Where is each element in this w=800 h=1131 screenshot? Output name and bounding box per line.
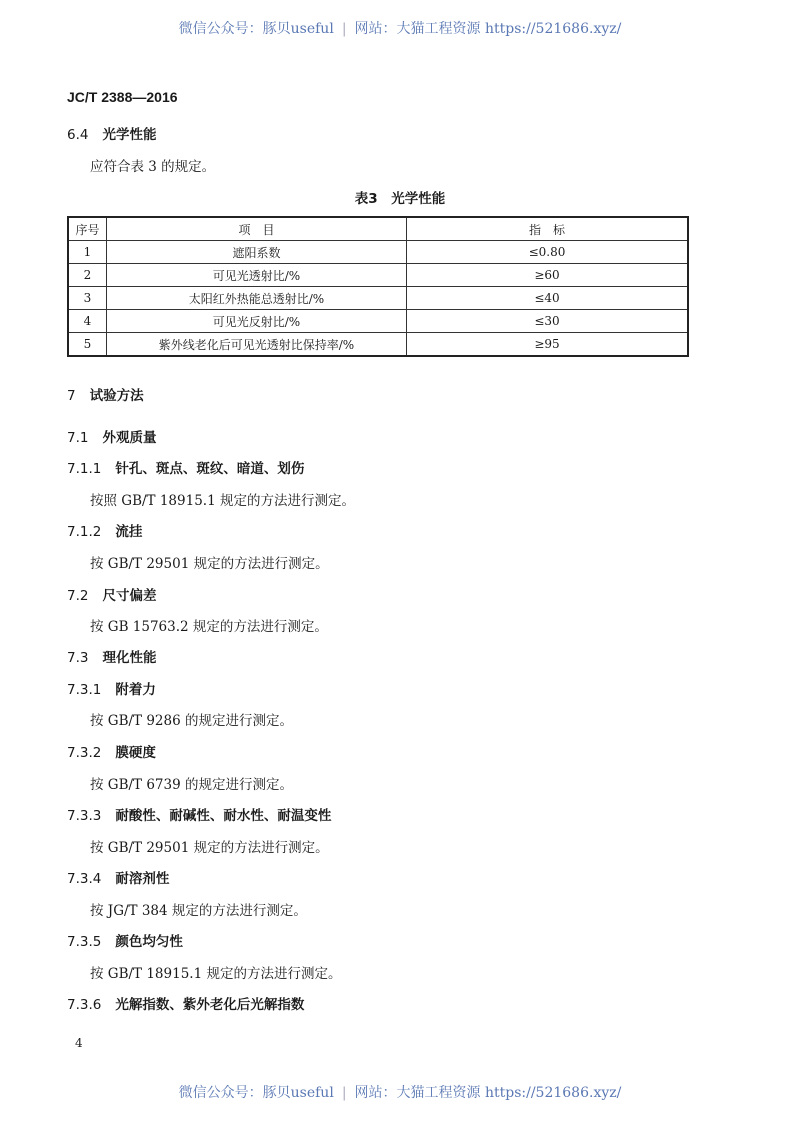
section-heading — [67, 426, 156, 446]
standard-number: JC/T 2388—2016 — [67, 89, 178, 105]
table-cell: 可见光透射比/% — [107, 264, 407, 287]
section-text: 按照 GB/T 18915.1 规定的方法进行测定。 — [90, 493, 355, 509]
section-number: 7.1 — [67, 430, 89, 446]
table-row — [68, 310, 688, 333]
section-heading — [67, 804, 331, 824]
section-number: 7.3.6 — [67, 997, 102, 1013]
section-heading — [67, 384, 144, 404]
table-cell: 2 — [68, 264, 107, 287]
table-cell: ≤30 — [407, 310, 689, 333]
section-heading — [67, 520, 142, 540]
section-title: 尺寸偏差 — [102, 588, 157, 604]
table-title: 表3 光学性能 — [354, 191, 446, 207]
table-cell: 太阳红外热能总透射比/% — [107, 287, 407, 310]
section-number: 7 — [67, 388, 76, 404]
section-heading — [67, 867, 169, 887]
watermark-bottom — [0, 1082, 800, 1102]
section-number: 7.3.1 — [67, 682, 102, 698]
section-title: 外观质量 — [102, 430, 157, 446]
header-cell: 项 目 — [107, 217, 407, 241]
section-text: 按 GB/T 9286 的规定进行测定。 — [90, 713, 293, 729]
watermark-top — [0, 18, 800, 38]
section-title: 光解指数、紫外老化后光解指数 — [115, 997, 305, 1013]
section-text: 按 GB 15763.2 规定的方法进行测定。 — [90, 619, 328, 635]
watermark-wechat: 微信公众号：豚贝useful — [178, 21, 334, 37]
table-cell: ≤0.80 — [407, 241, 689, 264]
section-title: 针孔、斑点、斑纹、暗道、划伤 — [115, 461, 305, 477]
section-title: 理化性能 — [102, 650, 157, 666]
header-cell: 序号 — [68, 217, 107, 241]
table-cell: 1 — [68, 241, 107, 264]
watermark-website[interactable]: 网站：大猫工程资源 https://521686.xyz/ — [354, 1085, 622, 1101]
section-number: 7.1.1 — [67, 461, 102, 477]
watermark-website[interactable]: 网站：大猫工程资源 https://521686.xyz/ — [354, 21, 622, 37]
section-heading: 6.4 光学性能 — [67, 127, 157, 143]
section-number: 7.3 — [67, 650, 89, 666]
section-title: 附着力 — [115, 682, 156, 698]
section-number: 7.3.5 — [67, 934, 102, 950]
table-cell: 4 — [68, 310, 107, 333]
section-heading — [67, 930, 183, 950]
section-title: 耐溶剂性 — [115, 871, 170, 887]
table-header-row — [68, 217, 688, 241]
section-title: 颜色均匀性 — [115, 934, 183, 950]
table-cell: 遮阳系数 — [107, 241, 407, 264]
section-text: 按 GB/T 18915.1 规定的方法进行测定。 — [90, 966, 342, 982]
table-cell: 紫外线老化后可见光透射比保持率/% — [107, 333, 407, 357]
section-number: 7.3.4 — [67, 871, 102, 887]
section-number: 7.3.3 — [67, 808, 102, 824]
section-heading — [67, 993, 304, 1013]
section-heading — [67, 457, 304, 477]
table-row — [68, 333, 688, 357]
table-cell: 3 — [68, 287, 107, 310]
section-heading — [67, 741, 156, 761]
section-heading — [67, 646, 156, 666]
table-cell: ≤40 — [407, 287, 689, 310]
section-title: 耐酸性、耐碱性、耐水性、耐温变性 — [115, 808, 332, 824]
optical-performance-table — [67, 216, 689, 357]
table-cell: 5 — [68, 333, 107, 357]
section-text: 按 GB/T 29501 规定的方法进行测定。 — [90, 840, 329, 856]
section-title: 流挂 — [115, 524, 143, 540]
table-row — [68, 264, 688, 287]
section-text: 按 JG/T 384 规定的方法进行测定。 — [90, 903, 307, 919]
section-text: 按 GB/T 29501 规定的方法进行测定。 — [90, 556, 329, 572]
section-text: 应符合表 3 的规定。 — [90, 159, 216, 175]
table-cell: ≥95 — [407, 333, 689, 357]
section-number: 7.1.2 — [67, 524, 102, 540]
section-heading — [67, 678, 156, 698]
section-title: 膜硬度 — [115, 745, 156, 761]
section-heading — [67, 584, 156, 604]
table-row — [68, 241, 688, 264]
section-text: 按 GB/T 6739 的规定进行测定。 — [90, 777, 293, 793]
table-cell: 可见光反射比/% — [107, 310, 407, 333]
table-row — [68, 287, 688, 310]
page-number: 4 — [75, 1036, 83, 1050]
section-number: 7.3.2 — [67, 745, 102, 761]
section-title: 试验方法 — [89, 388, 144, 404]
watermark-separator: | — [341, 21, 347, 37]
header-cell: 指 标 — [407, 217, 689, 241]
watermark-wechat: 微信公众号：豚贝useful — [178, 1085, 334, 1101]
watermark-separator: | — [341, 1085, 347, 1101]
section-number: 7.2 — [67, 588, 89, 604]
table-cell: ≥60 — [407, 264, 689, 287]
